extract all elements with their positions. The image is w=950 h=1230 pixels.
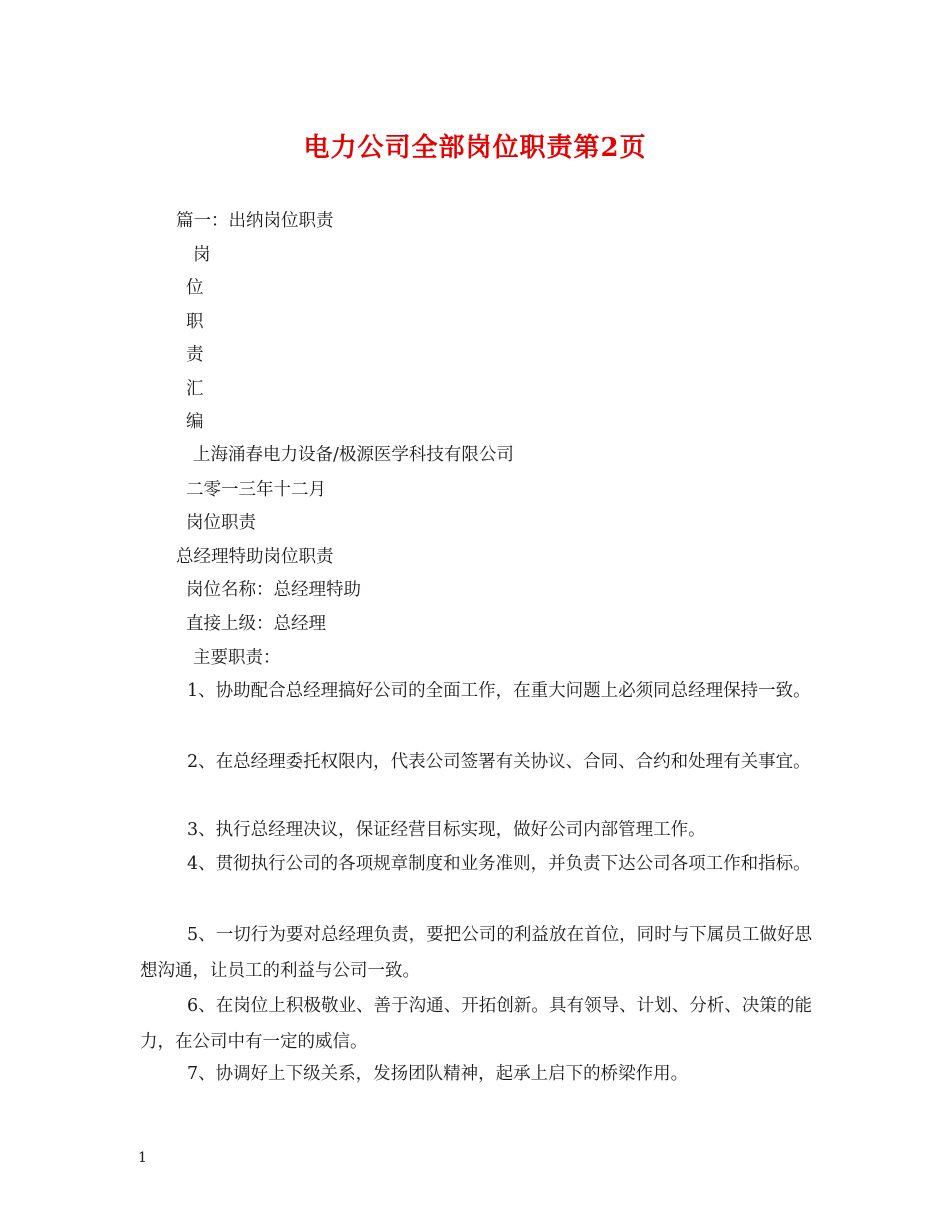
duty-item: 3、执行总经理决议，保证经营目标实现，做好公司内部管理工作。 — [187, 820, 706, 840]
page-number: 1 — [138, 1150, 147, 1166]
document-subtitle: 岗位职责 — [186, 513, 256, 533]
document-date: 二零一三年十二月 — [186, 480, 326, 500]
company-name: 上海涌春电力设备/极源医学科技有限公司 — [193, 445, 514, 465]
vertical-title-char: 岗 — [193, 245, 211, 265]
vertical-title-char: 汇 — [186, 379, 204, 399]
vertical-title-char: 责 — [186, 345, 204, 365]
vertical-title-char: 位 — [186, 278, 204, 298]
vertical-title-char: 编 — [186, 412, 204, 432]
vertical-title-char: 职 — [186, 312, 204, 332]
duties-heading: 主要职责： — [193, 648, 281, 668]
duty-item: 1、协助配合总经理搞好公司的全面工作，在重大问题上必须同总经理保持一致。 — [187, 681, 811, 701]
position-title: 总经理特助岗位职责 — [176, 547, 334, 567]
duty-item: 2、在总经理委托权限内，代表公司签署有关协议、合同、合约和处理有关事宜。 — [187, 752, 811, 772]
section-heading: 篇一：出纳岗位职责 — [176, 211, 334, 231]
duty-item: 4、贯彻执行公司的各项规章制度和业务准则，并负责下达公司各项工作和指标。 — [187, 854, 811, 874]
document-title: 电力公司全部岗位职责第2页 — [303, 133, 647, 163]
duty-item: 5、一切行为要对总经理负责，要把公司的利益放在首位，同时与下属员工做好思想沟通，让员工的利益与公司一致。 — [140, 925, 812, 981]
duty-item: 6、在岗位上积极敬业、善于沟通、开拓创新。具有领导、计划、分析、决策的能力，在公司中有一定的威信。 — [140, 996, 812, 1052]
direct-supervisor: 直接上级：总经理 — [186, 614, 326, 634]
position-name: 岗位名称：总经理特助 — [186, 580, 361, 600]
duty-item: 7、协调好上下级关系，发扬团队精神，起承上启下的桥梁作用。 — [187, 1064, 689, 1084]
